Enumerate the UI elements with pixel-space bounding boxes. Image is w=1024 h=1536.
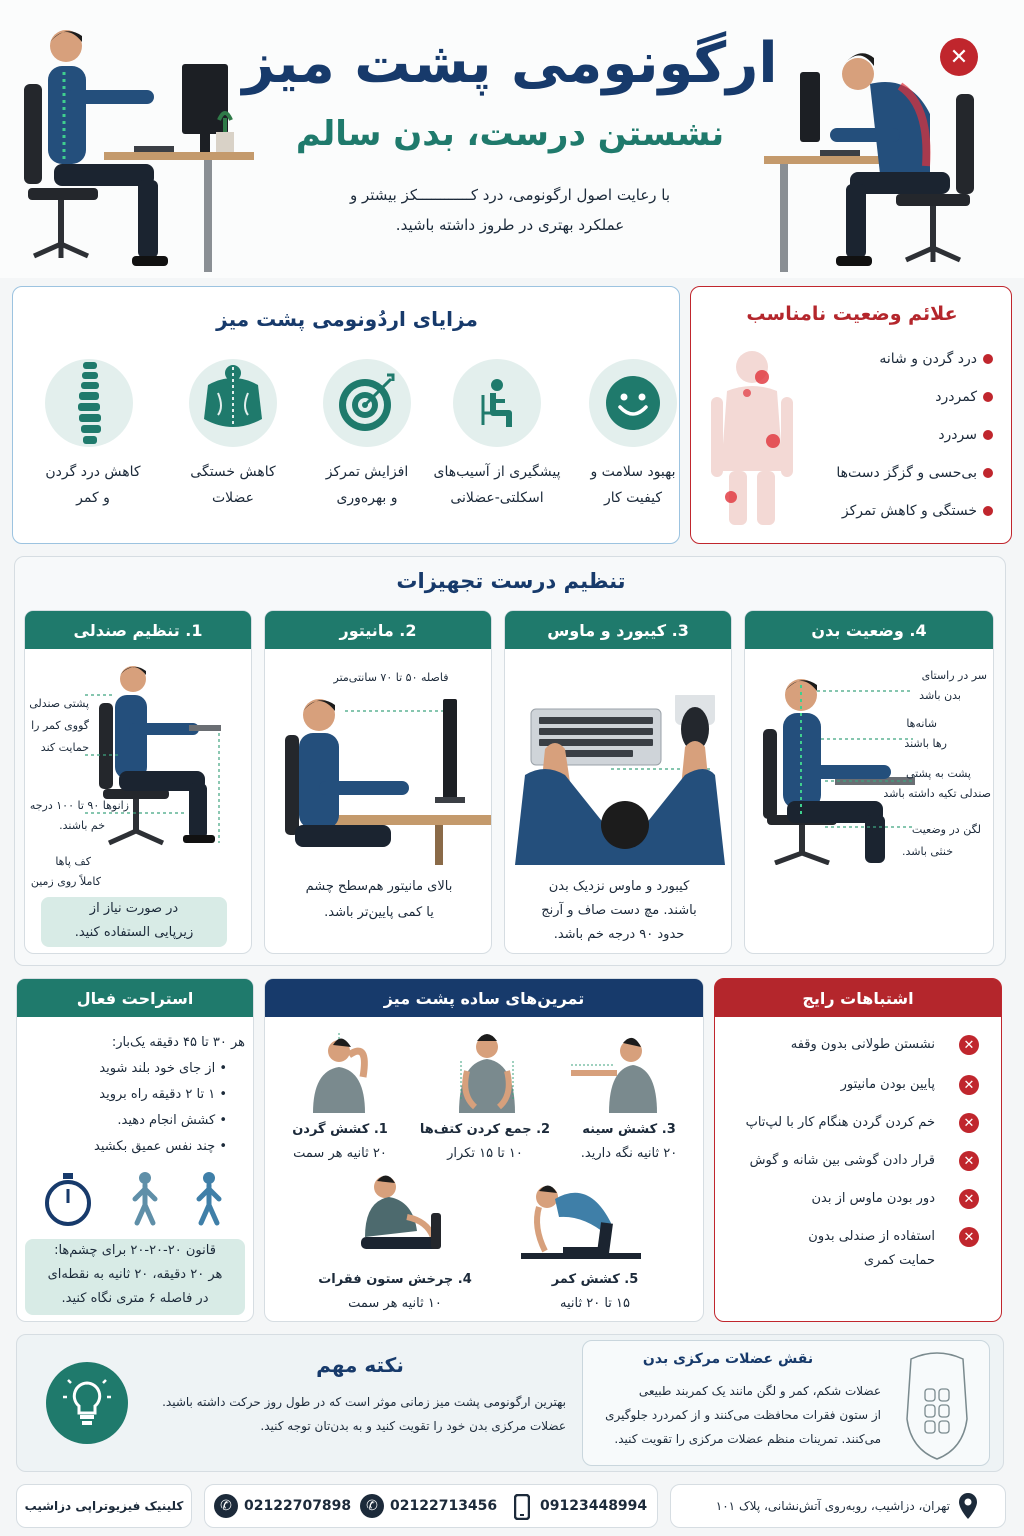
exercise-5-detail: ۱۵ تا ۲۰ ثانیه [559, 1296, 630, 1311]
body-label-8: خنثی باشد. [901, 845, 953, 858]
exercise-1-detail: ۲۰ ثانیه هر سمت [293, 1146, 387, 1161]
rest-item-3: • کشش انجام دهید. [117, 1113, 227, 1128]
rest-item-1: • از جای خود بلند شوید [99, 1061, 227, 1076]
good-posture-illustration [14, 24, 254, 274]
chair-label-5: خم باشند. [59, 819, 105, 832]
phone-1[interactable]: 02122707898 [244, 1498, 352, 1514]
address-text: تهران، دزاشیب، روبه‌روی آتش‌نشانی، پلاک ۱۰۱ [715, 1499, 950, 1513]
header-section [0, 0, 1024, 278]
exercise-2-name: 2. جمع کردن کتف‌ها [419, 1122, 551, 1137]
benefit-4-text: کاهش خستگی عضلات [190, 464, 276, 506]
mistake-6-continuation: حمایت کمری [863, 1253, 935, 1268]
chair-label-1: پشتی صندلی [29, 697, 89, 710]
symptoms-card [690, 286, 1012, 544]
chair-panel [24, 610, 252, 954]
keyboard-text-1: کیبورد و ماوس نزدیک بدن [548, 879, 690, 894]
chair-label-7: کاملاً روی زمین [30, 875, 101, 888]
core-title: نقش عضلات مرکزی بدن [642, 1351, 814, 1367]
exercise-4-name: 4. چرخش ستون فقرات [318, 1272, 472, 1287]
body-posture-panel [744, 610, 994, 954]
target-icon [323, 359, 411, 447]
shoulder-squeeze-illustration [447, 1031, 527, 1113]
spine-twist-illustration [355, 1173, 455, 1265]
body-label-4: رها باشند [904, 737, 947, 750]
mistake-1-x-icon: ✕ [959, 1035, 979, 1055]
active-rest-header: استراحت فعال [17, 979, 253, 1017]
tip-line-1: بهترین ارگونومی پشت میز زمانی موثر است که در طول روز حرکت داشته باشید. [162, 1395, 566, 1409]
chair-panel-header: 1. تنظیم صندلی [25, 611, 251, 649]
intro-line-1: با رعایت اصول ارگونومی، درد کــــــــــــکز بیشتر و [349, 186, 671, 204]
benefit-3-text: افزایش تمرکز و بهره‌وری [325, 464, 409, 506]
chair-note: در صورت نیاز از زیرپایی الستفاده کنید. [41, 897, 227, 947]
monitor-panel [264, 610, 492, 954]
symptom-1: درد گردن و شانه [879, 351, 977, 367]
keyboard-text-2: باشند. مچ دست صاف و آرنج [541, 903, 697, 918]
exercises-header: تمرین‌های ساده پشت میز [265, 979, 703, 1017]
body-label-2: بدن باشد [919, 689, 961, 702]
page-subtitle: نشستن درست، بدن سالم [295, 114, 725, 154]
symptom-4: بی‌حسی و گزگز دست‌ها [836, 465, 977, 481]
symptom-3: سردرد [938, 427, 977, 443]
exercise-3-detail: ۲۰ ثانیه نگه دارید. [580, 1146, 678, 1161]
keyboard-panel [504, 610, 732, 954]
symptom-5: خستگی و کاهش تمرکز [841, 503, 977, 519]
mistake-3-x-icon: ✕ [959, 1113, 979, 1133]
body-label-1: سر در راستای [921, 669, 987, 682]
body-label-7: لگن در وضعیت [911, 823, 981, 836]
monitor-text-1: بالای مانیتور هم‌سطح چشم [305, 879, 453, 894]
back-stretch-illustration [521, 1177, 641, 1261]
mistake-3: خم کردن گردن هنگام کار با لپ‌تاپ [745, 1115, 935, 1130]
intro-line-2: عملکرد بهتری در طروز داشته باشید. [395, 216, 625, 234]
muscle-back-icon [189, 359, 277, 447]
spine-icon [45, 359, 133, 447]
symptom-2: کمردرد [935, 389, 977, 405]
mistake-1: نشستن طولانی بدون وقفه [790, 1037, 935, 1052]
exercise-1-name: 1. کشش گردن [292, 1122, 388, 1137]
mistake-5-x-icon: ✕ [959, 1189, 979, 1209]
symptom-5-bullet [983, 506, 993, 516]
benefit-1-text: بهبود سلامت و کیفیت کار [590, 464, 676, 506]
torso-abs-illustration [897, 1349, 977, 1461]
mobile-number[interactable]: 09123448994 [540, 1498, 648, 1514]
mistake-4-x-icon: ✕ [959, 1151, 979, 1171]
body-label-6: صندلی تکیه داشته باشد [883, 787, 991, 800]
monitor-text-2: یا کمی پایین‌تر باشد. [324, 905, 434, 920]
monitor-panel-header: 2. مانیتور [265, 611, 491, 649]
exercise-2-detail: ۱۰ تا ۱۵ تکرار [447, 1146, 523, 1161]
exercise-4-detail: ۱۰ ثانیه هر سمت [348, 1296, 442, 1311]
phone-2[interactable]: 02122713456 [390, 1498, 498, 1514]
mistake-2-x-icon: ✕ [959, 1075, 979, 1095]
monitor-distance-label: فاصله ۵۰ تا ۷۰ سانتی‌متر [333, 671, 449, 684]
page-title: ارگونومی پشت میز [242, 31, 778, 96]
mistake-6-x-icon: ✕ [959, 1227, 979, 1247]
sitting-person-icon [453, 359, 541, 447]
mistake-4: قرار دادن گوشی بین شانه و گوش [749, 1153, 935, 1168]
clinic-name: کلینیک فیزیوتراپی دزاشیب [24, 1499, 184, 1513]
body-posture-illustration [755, 665, 915, 865]
neck-stretch-illustration [299, 1031, 379, 1113]
body-label-5: پشت به پشتی [906, 767, 971, 780]
benefit-5-text: کاهش درد گردن و کمر [45, 464, 141, 506]
chair-label-2: گووی کمر را [31, 719, 89, 732]
symptom-4-bullet [983, 468, 993, 478]
symptoms-title: علائم وضعیت نامناسب [746, 303, 958, 325]
exercise-5-name: 5. کشش کمر [551, 1272, 639, 1287]
chest-stretch-illustration [565, 1031, 665, 1113]
monitor-height-illustration [275, 685, 491, 865]
rest-item-2: • ۱ تا ۲ دقیقه راه بروید [99, 1087, 227, 1102]
lightbulb-icon [46, 1362, 128, 1444]
rest-item-4: • چند نفس عمیق بکشید [94, 1139, 227, 1154]
chair-label-3: حمایت کند [40, 741, 89, 754]
mistake-2: پایین بودن مانیتور [840, 1077, 935, 1092]
chair-label-6: کف پاها [55, 855, 91, 868]
exercise-3-name: 3. کشش سینه [582, 1122, 676, 1137]
core-line-3: می‌کنند. تمرینات منظم عضلات مرکزی را تقویت کنید. [614, 1432, 881, 1446]
exercises-card [264, 978, 704, 1322]
eye-rule-note: قانون ۲۰-۲۰-۲۰ برای چشم‌ها: هر ۲۰ دقیقه، ۲۰ ثانیه به نقطه‌ای در فاصله ۶ متری نگاه کنید. [25, 1239, 245, 1315]
core-line-1: عضلات شکم، کمر و لگن مانند یک کمربند طبیعی [638, 1384, 881, 1398]
keyboard-mouse-illustration [515, 695, 725, 865]
body-silhouette-illustration [707, 347, 797, 527]
body-label-3: شانه‌ها [906, 717, 937, 730]
rest-lead: هر ۳۰ تا ۴۵ دقیقه یک‌بار: [111, 1035, 245, 1050]
active-rest-card [16, 978, 254, 1322]
core-line-2: از ستون فقرات محافظت می‌کنند و از کمردرد جلوگیری [605, 1408, 881, 1422]
chair-adjustment-illustration [85, 663, 245, 853]
stopwatch-icon [43, 1173, 93, 1227]
keyboard-text-3: حدود ۹۰ درجه خم باشد. [553, 927, 685, 942]
symptom-1-bullet [983, 354, 993, 364]
walking-person-icon [125, 1171, 165, 1227]
body-posture-panel-header: 4. وضعیت بدن [745, 611, 993, 649]
location-pin-icon [958, 1492, 978, 1520]
phone-2-icon: ✆ [360, 1494, 384, 1518]
mistakes-card [714, 978, 1002, 1322]
phone-icon: ✆ [214, 1494, 238, 1518]
tip-line-2: عضلات مرکزی بدن خود را تقویت کنید و به بدن‌تان توجه کنید. [260, 1419, 566, 1433]
smile-icon [589, 359, 677, 447]
tip-title: نکته مهم [316, 1353, 404, 1377]
mistakes-header: اشتباهات رایج [715, 979, 1001, 1017]
benefits-title: مزایای اردُونومی پشت میز [216, 307, 478, 331]
core-muscles-card [582, 1340, 990, 1466]
keyboard-panel-header: 3. کیبورد و ماوس [505, 611, 731, 649]
mistake-6: استفاده از صندلی بدون [808, 1229, 935, 1244]
mistake-5: دور بودن ماوس از بدن [811, 1191, 935, 1206]
mobile-icon [514, 1494, 530, 1520]
chair-label-4: زانوها ۹۰ تا ۱۰۰ درجه [29, 799, 129, 812]
walking-person-2-icon [189, 1171, 229, 1227]
symptom-3-bullet [983, 430, 993, 440]
equipment-title: تنظیم درست تجهیزات [396, 569, 626, 593]
benefit-2-text: پیشگیری از آسیب‌های اسکلتی-عضلانی [433, 464, 561, 506]
symptom-2-bullet [983, 392, 993, 402]
benefits-card [12, 286, 680, 544]
bad-posture-x-icon: ✕ [940, 38, 978, 76]
